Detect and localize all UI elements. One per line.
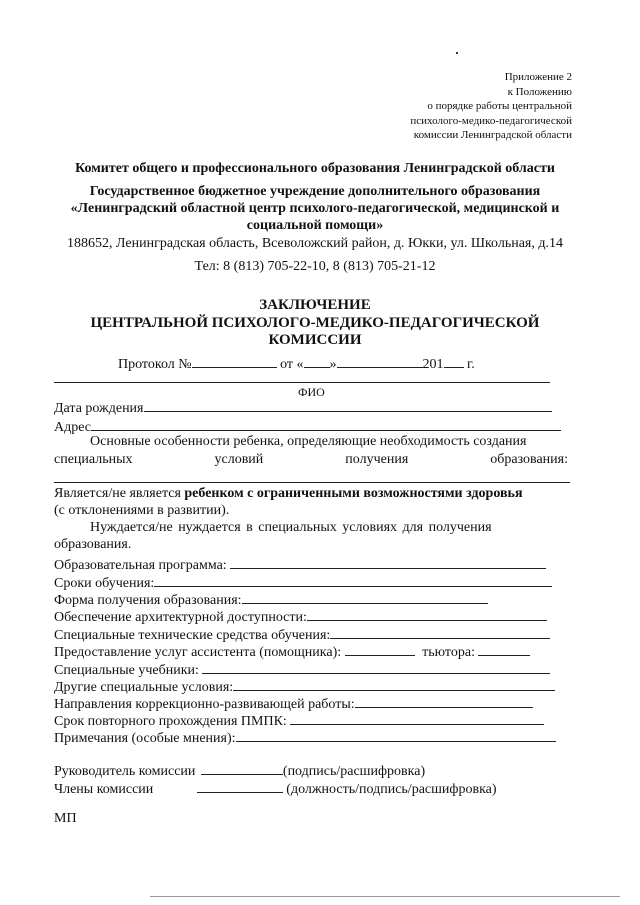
head-signature-row — [54, 762, 425, 780]
protocol-quote-close: » — [329, 357, 337, 372]
condition-other-row — [54, 678, 555, 696]
appendix-line: о порядке работы центральной — [427, 100, 572, 112]
address-label: Адрес — [54, 420, 92, 435]
tutor-label: тьютора: — [422, 645, 475, 660]
condition-technical-row — [54, 626, 550, 644]
members-hint: (должность/подпись/расшифровка) — [286, 782, 497, 797]
disability-prefix: Является/не является — [54, 486, 185, 501]
address-field[interactable] — [91, 418, 561, 431]
condition-label: Форма получения образования: — [54, 593, 242, 608]
protocol-year-prefix: 201 — [422, 357, 444, 372]
features-word: специальных — [54, 452, 133, 467]
condition-correction-field[interactable] — [355, 695, 533, 708]
head-hint: (подпись/расшифровка) — [282, 764, 426, 779]
members-signature-row — [54, 780, 497, 798]
condition-repeat-row — [54, 712, 544, 730]
needs-text: Нуждается/не нуждается в специальных условиях для получения — [90, 520, 492, 535]
condition-terms-row — [54, 574, 552, 592]
appendix-line: Приложение 2 — [504, 71, 572, 83]
head-signature-field[interactable] — [201, 762, 283, 775]
institution-line-3: социальной помощи» — [246, 218, 384, 233]
appendix-line: психолого-медико-педагогической — [410, 114, 572, 127]
condition-program-field[interactable] — [230, 556, 546, 569]
features-word: условий — [214, 452, 264, 467]
condition-form-field[interactable] — [242, 591, 488, 604]
appendix-note — [410, 70, 572, 143]
condition-label: Образовательная программа: — [54, 558, 227, 573]
condition-notes-row — [54, 729, 556, 747]
protocol-month-field[interactable] — [337, 355, 423, 368]
institution-phones: Тел: 8 (813) 705-22-10, 8 (813) 705-21-12 — [194, 259, 436, 274]
scan-edge-line — [150, 896, 620, 897]
condition-accessibility-row — [54, 608, 547, 626]
head-label: Руководитель комиссии — [54, 764, 196, 779]
condition-notes-field[interactable] — [236, 729, 556, 742]
condition-technical-field[interactable] — [330, 626, 550, 639]
condition-textbooks-field[interactable] — [202, 661, 550, 674]
disability-status — [54, 486, 523, 502]
institution-address: 188652, Ленинградская область, Всеволожский район, д. Юкки, ул. Школьная, д.14 — [67, 236, 563, 251]
condition-label: Специальные учебники: — [54, 663, 199, 678]
document-title-line-3: КОМИССИИ — [268, 332, 362, 348]
protocol-from: от « — [280, 357, 304, 372]
condition-terms-field[interactable] — [154, 574, 552, 587]
condition-label: Предоставление услуг ассистента (помощника): — [54, 645, 342, 660]
condition-repeat-field[interactable] — [290, 712, 544, 725]
protocol-label: Протокол № — [118, 357, 192, 372]
assistant-field[interactable] — [345, 643, 415, 656]
fio-field[interactable] — [54, 382, 550, 383]
tutor-field[interactable] — [478, 643, 530, 656]
condition-other-field[interactable] — [233, 678, 555, 691]
stamp-place: МП — [54, 811, 77, 826]
institution-line-1: Государственное бюджетное учреждение дополнительного образования — [89, 184, 541, 199]
condition-label: Срок повторного прохождения ПМПК: — [54, 714, 287, 729]
document-title-line-2: ЦЕНТРАЛЬНОЙ ПСИХОЛОГО-МЕДИКО-ПЕДАГОГИЧЕСКОЙ — [90, 315, 540, 331]
birth-date-label: Дата рождения — [54, 401, 144, 416]
disability-status-line-2: (с отклонениями в развитии). — [54, 503, 230, 518]
condition-program-row — [54, 556, 546, 574]
features-text: Основные особенности ребенка, определяющие необходимость создания — [90, 434, 527, 449]
document-title: ЗАКЛЮЧЕНИЕ — [259, 297, 371, 313]
committee-name: Комитет общего и профессионального образования Ленинградской области — [75, 161, 555, 176]
members-label: Члены комиссии — [54, 782, 154, 797]
features-text-line-2 — [54, 452, 568, 468]
protocol-year-suffix: г. — [467, 357, 475, 372]
features-word: получения — [345, 452, 409, 467]
condition-label: Обеспечение архитектурной доступности: — [54, 610, 307, 625]
appendix-line: к Положению — [507, 85, 572, 98]
condition-label: Сроки обучения: — [54, 576, 155, 591]
appendix-line: комиссии Ленинградской области — [413, 129, 572, 141]
condition-label: Примечания (особые мнения): — [54, 731, 236, 746]
features-word: образования: — [490, 452, 568, 467]
condition-form-row — [54, 591, 488, 609]
needs-text-line-2: образования. — [54, 537, 132, 552]
condition-label: Специальные технические средства обучения: — [54, 628, 331, 643]
scan-speck — [456, 52, 458, 54]
condition-correction-row — [54, 695, 533, 713]
members-signature-field[interactable] — [197, 780, 283, 793]
features-field[interactable] — [54, 482, 570, 483]
protocol-year-field[interactable] — [444, 355, 464, 368]
protocol-line — [118, 355, 475, 373]
protocol-day-field[interactable] — [304, 355, 330, 368]
condition-label: Направления коррекционно-развивающей работы: — [54, 697, 355, 712]
condition-assistant-row — [54, 643, 530, 661]
fio-label: ФИО — [298, 385, 325, 399]
condition-textbooks-row — [54, 661, 550, 679]
birth-date-field[interactable] — [144, 399, 552, 412]
condition-accessibility-field[interactable] — [307, 608, 547, 621]
birth-date-row — [54, 399, 552, 417]
disability-bold: ребенком с ограниченными возможностями здоровья — [184, 486, 523, 501]
protocol-number-field[interactable] — [192, 355, 277, 368]
institution-line-2: «Ленинградский областной центр психолого-педагогической, медицинской и — [70, 201, 560, 216]
condition-label: Другие специальные условия: — [54, 680, 234, 695]
